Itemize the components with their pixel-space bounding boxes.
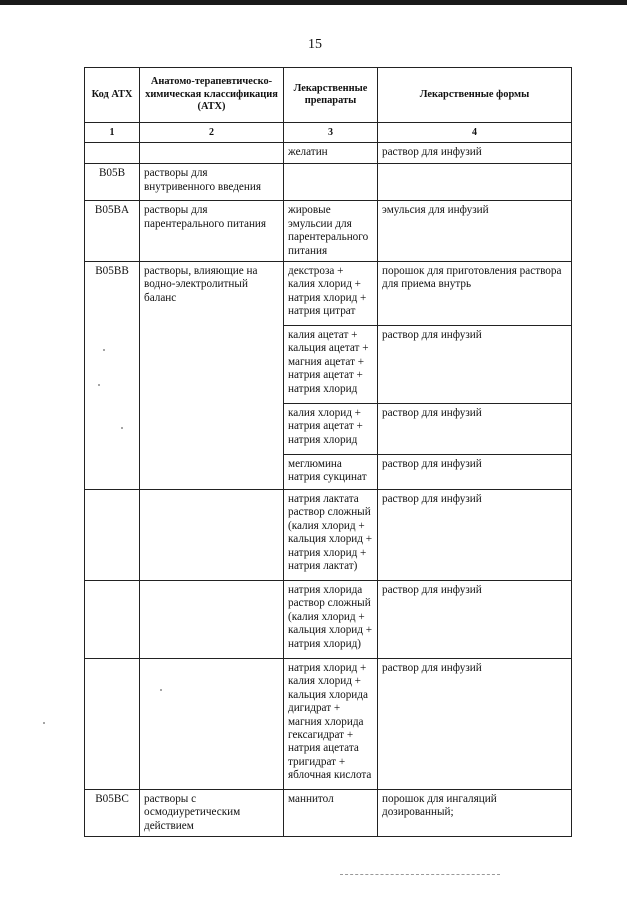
header-dosage-forms: Лекарственные формы (378, 68, 572, 123)
scan-top-edge (0, 0, 627, 5)
class-cell: растворы для внутривенного введения (140, 164, 284, 201)
class-cell (140, 659, 284, 790)
drug-cell: меглюмина натрия сукцинат (284, 455, 378, 490)
form-cell: порошок для ингаляций дозированный; (378, 790, 572, 837)
class-cell: растворы, влияющие на водно-электролитный баланс (140, 262, 284, 490)
table-row (85, 201, 572, 262)
drug-cell: маннитол (284, 790, 378, 837)
drug-cell (284, 164, 378, 201)
atx-table (84, 67, 572, 837)
form-cell: раствор для инфузий (378, 326, 572, 404)
code-cell (85, 143, 140, 164)
code-cell: B05BB (85, 262, 140, 490)
table-header-row (85, 68, 572, 123)
column-number-row (85, 123, 572, 143)
form-cell: раствор для инфузий (378, 404, 572, 455)
scan-speck (160, 689, 162, 691)
scan-bottom-artifact (340, 874, 500, 875)
code-cell (85, 659, 140, 790)
scan-speck (103, 349, 105, 351)
form-cell: раствор для инфузий (378, 455, 572, 490)
column-number: 1 (85, 123, 140, 143)
class-cell (140, 581, 284, 659)
code-cell (85, 581, 140, 659)
form-cell: раствор для инфузий (378, 659, 572, 790)
page-number: 15 (308, 37, 322, 52)
class-cell (140, 490, 284, 581)
column-number: 4 (378, 123, 572, 143)
code-cell (85, 490, 140, 581)
form-cell: порошок для приготовления раствора для приема внутрь (378, 262, 572, 326)
drug-cell: натрия лактата раствор сложный (калия хлорид + кальция хлорид + натрия хлорид + натрия лактат) (284, 490, 378, 581)
drug-cell: натрия хлорида раствор сложный (калия хлорид + кальция хлорид + натрия хлорид) (284, 581, 378, 659)
drug-cell: калия ацетат + кальция ацетат + магния ацетат + натрия ацетат + натрия хлорид (284, 326, 378, 404)
scan-speck (98, 384, 100, 386)
drug-cell: декстроза + калия хлорид + натрия хлорид + натрия цитрат (284, 262, 378, 326)
class-cell: растворы с осмодиуретическим действием (140, 790, 284, 837)
code-cell: B05BA (85, 201, 140, 262)
header-atx-code: Код АТХ (85, 68, 140, 123)
form-cell: раствор для инфузий (378, 581, 572, 659)
table-row (85, 659, 572, 790)
table-row (85, 581, 572, 659)
table-row (85, 790, 572, 837)
table-row (85, 490, 572, 581)
form-cell (378, 164, 572, 201)
table-row (85, 143, 572, 164)
header-drugs: Лекарственные препараты (284, 68, 378, 123)
header-atx-classification: Анатомо-терапевтическо-химическая классификация (АТХ) (140, 68, 284, 123)
code-cell: B05B (85, 164, 140, 201)
drug-cell: калия хлорид + натрия ацетат + натрия хлорид (284, 404, 378, 455)
form-cell: эмульсия для инфузий (378, 201, 572, 262)
table-row (85, 164, 572, 201)
class-cell (140, 143, 284, 164)
column-number: 3 (284, 123, 378, 143)
drug-cell: натрия хлорид + калия хлорид + кальция хлорида дигидрат + магния хлорида гексагидрат + натрия ацетата тригидрат + яблочная кислота (284, 659, 378, 790)
code-cell: B05BC (85, 790, 140, 837)
drug-cell: желатин (284, 143, 378, 164)
column-number: 2 (140, 123, 284, 143)
drug-cell: жировые эмульсии для парентерального питания (284, 201, 378, 262)
scan-speck (121, 427, 123, 429)
table-row (85, 262, 572, 326)
form-cell: раствор для инфузий (378, 490, 572, 581)
scan-speck (43, 722, 45, 724)
form-cell: раствор для инфузий (378, 143, 572, 164)
class-cell: растворы для парентерального питания (140, 201, 284, 262)
